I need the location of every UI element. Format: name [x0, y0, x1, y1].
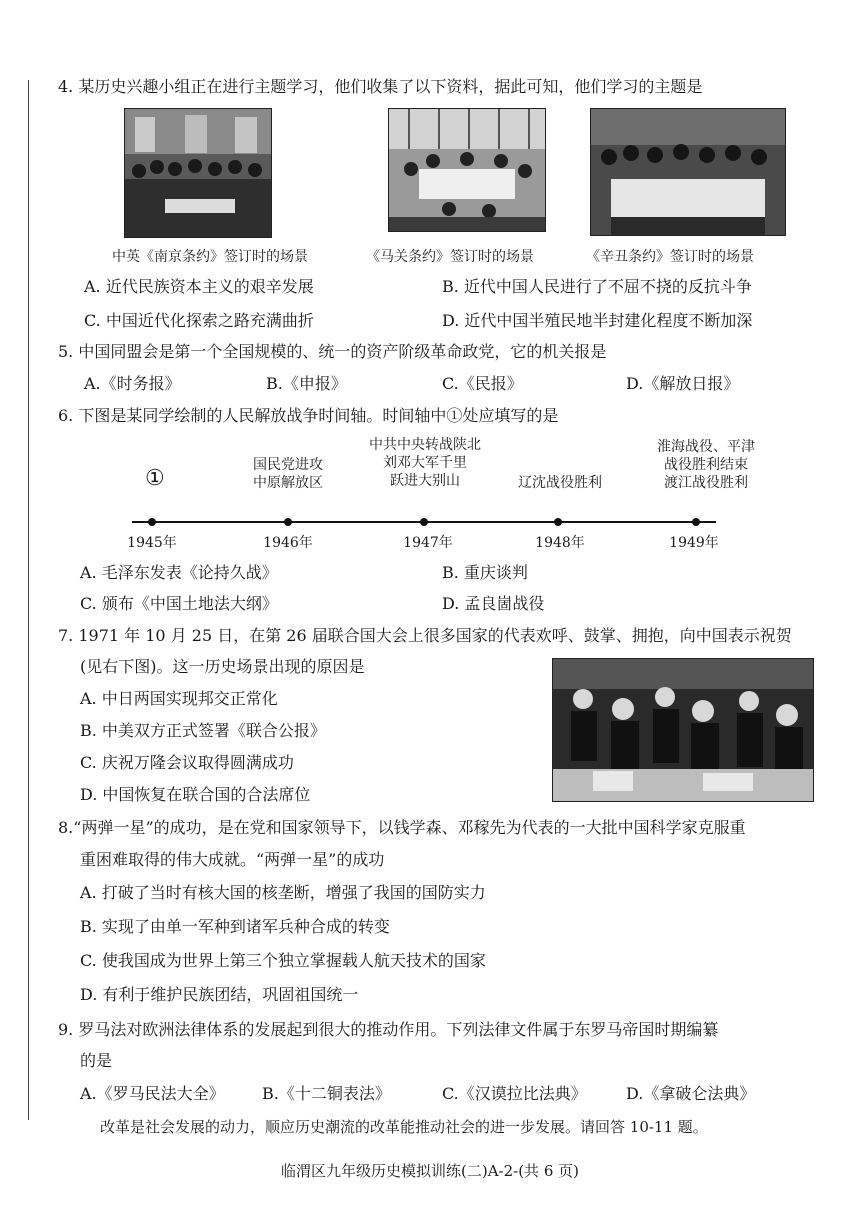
timeline-label-1946: 国民党进攻 中原解放区: [253, 457, 323, 491]
q9-stem-line1: 9. 罗马法对欧洲法律体系的发展起到很大的推动作用。下列法律文件属于东罗马帝国时期编纂: [58, 1020, 719, 1039]
nanjing-treaty-photo: [124, 108, 272, 238]
q7-option-c: C. 庆祝万隆会议取得圆满成功: [80, 753, 294, 772]
q6-stem: 6. 下图是某同学绘制的人民解放战争时间轴。时间轴中①处应填写的是: [58, 406, 559, 425]
timeline-blank-mark: ①: [145, 466, 165, 491]
caption-nanjing: 中英《南京条约》签订时的场景: [112, 249, 308, 265]
q4-stem: 4. 某历史兴趣小组正在进行主题学习，他们收集了以下资料，据此可知，他们学习的主题是: [58, 77, 703, 96]
q4-option-d: D. 近代中国半殖民地半封建化程度不断加深: [442, 311, 753, 330]
caption-xinchou: 《辛丑条约》签订时的场景: [586, 249, 754, 265]
q9-option-b: B.《十二铜表法》: [262, 1084, 391, 1103]
q8-option-c: C. 使我国成为世界上第三个独立掌握载人航天技术的国家: [80, 951, 486, 970]
xinchou-treaty-photo: [590, 108, 786, 236]
q5-option-b: B.《申报》: [266, 374, 347, 393]
q8-option-d: D. 有利于维护民族团结，巩固祖国统一: [80, 985, 359, 1004]
q7-stem-line2: (见右下图)。这一历史场景出现的原因是: [80, 657, 365, 676]
q8-stem-line2: 重困难取得的伟大成就。“两弹一星”的成功: [80, 850, 385, 869]
q7-option-a: A. 中日两国实现邦交正常化: [80, 689, 278, 708]
q9-option-c: C.《汉谟拉比法典》: [442, 1084, 587, 1103]
q7-option-d: D. 中国恢复在联合国的合法席位: [80, 785, 311, 804]
q8-option-a: A. 打破了当时有核大国的核垄断，增强了我国的国防实力: [80, 883, 486, 902]
q6-option-c: C. 颁布《中国土地法大纲》: [80, 594, 278, 613]
un-assembly-photo: [552, 658, 814, 802]
q7-option-b: B. 中美双方正式签署《联合公报》: [80, 721, 326, 740]
q6-option-d: D. 孟良崮战役: [442, 594, 545, 613]
q4-option-b: B. 近代中国人民进行了不屈不挠的反抗斗争: [442, 277, 752, 296]
timeline-label-1949: 淮海战役、平津 战役胜利结束 渡江战役胜利: [657, 439, 755, 491]
timeline-label-1948: 辽沈战役胜利: [518, 475, 602, 491]
timeline-year-1949: 1949年: [669, 535, 719, 551]
page-footer: 临渭区九年级历史模拟训练(二)A-2-(共 6 页): [280, 1162, 579, 1180]
q9-option-a: A.《罗马民法大全》: [80, 1084, 225, 1103]
timeline-year-1948: 1948年: [535, 535, 585, 551]
q6-option-a: A. 毛泽东发表《论持久战》: [80, 563, 278, 582]
timeline-axis: [130, 510, 720, 534]
q9-stem-line2: 的是: [80, 1051, 113, 1070]
q8-option-b: B. 实现了由单一军种到诸军兵种合成的转变: [80, 917, 390, 936]
q9-option-d: D.《拿破仑法典》: [626, 1084, 756, 1103]
timeline-year-1947: 1947年: [403, 535, 453, 551]
timeline-year-1945: 1945年: [127, 535, 177, 551]
q6-option-b: B. 重庆谈判: [442, 563, 528, 582]
caption-maguan: 《马关条约》签订时的场景: [366, 249, 534, 265]
q5-option-c: C.《民报》: [442, 374, 523, 393]
section-intro-10-11: 改革是社会发展的动力，顺应历史潮流的改革能推动社会的进一步发展。请回答 10-11 题。: [100, 1118, 708, 1136]
q7-stem-line1: 7. 1971 年 10 月 25 日，在第 26 届联合国大会上很多国家的代表欢呼、鼓掌、拥抱，向中国表示祝贺: [58, 626, 792, 645]
timeline-label-1947: 中共中央转战陕北 刘邓大军千里 跃进大别山: [369, 437, 481, 489]
timeline-year-1946: 1946年: [263, 535, 313, 551]
q5-stem: 5. 中国同盟会是第一个全国规模的、统一的资产阶级革命政党，它的机关报是: [58, 342, 607, 361]
q4-option-c: C. 中国近代化探索之路充满曲折: [84, 311, 314, 330]
q5-option-a: A.《时务报》: [84, 374, 181, 393]
q8-stem-line1: 8.“两弹一星”的成功，是在党和国家领导下，以钱学森、邓稼先为代表的一大批中国科学家克服重: [58, 818, 746, 837]
maguan-treaty-photo: [388, 108, 546, 232]
q5-option-d: D.《解放日报》: [626, 374, 740, 393]
q4-option-a: A. 近代民族资本主义的艰辛发展: [84, 277, 314, 296]
left-margin-line: [28, 80, 29, 1120]
